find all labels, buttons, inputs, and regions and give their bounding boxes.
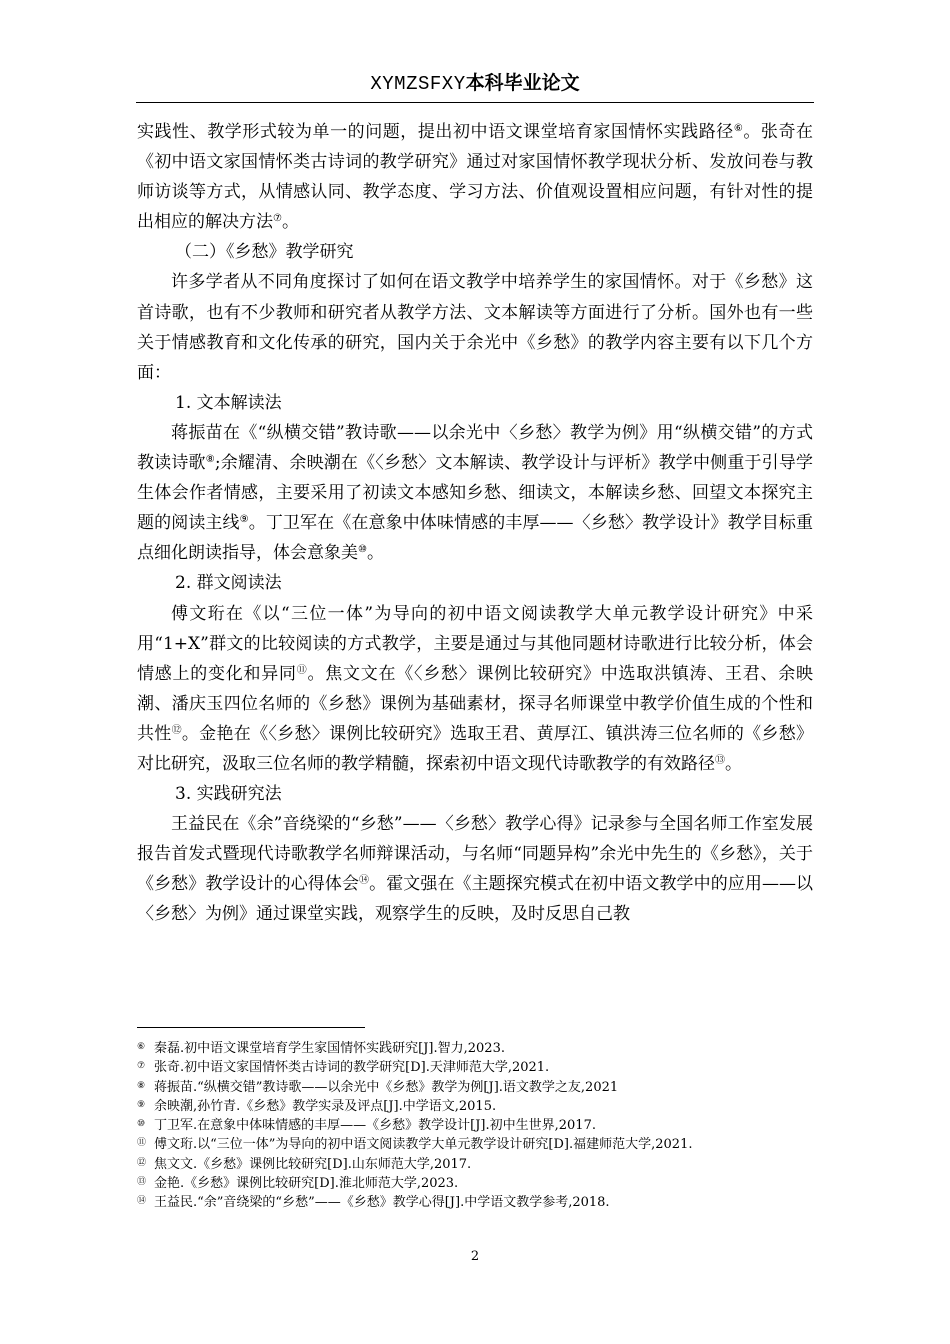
footnote-ref: ⑨ — [239, 514, 249, 526]
paragraph-text: 。丁卫军在《在意象中体味情感的丰厚——〈乡愁〉教学设计》教学目标重点细化朗读指导，体会意象美 — [137, 513, 814, 564]
paragraph-text: 实践性、教学形式较为单一的问题，提出初中语文课堂培育家国情怀实践路径 — [137, 122, 734, 142]
footnote-text: 张奇.初中语文家国情怀类古诗词的教学研究[D].天津师范大学,2021. — [154, 1060, 550, 1076]
footnote: ⑧ 蒋振苗.“纵横交错”教诗歌——以余光中《乡愁》教学为例[J].语文教学之友,2021 — [137, 1079, 619, 1095]
footnote: ⑩ 丁卫军.在意象中体味情感的丰厚——《乡愁》教学设计[J].初中生世界,2017. — [137, 1118, 596, 1134]
paragraph-text: ;余耀清、余映潮在《〈乡愁〉文本解读、教学设计与评析》教学中侧重于引导学生体会作者情感，主要采用了初读文本感知乡愁、细读文，本解读乡愁、回望文本探究主题的阅读主线 — [137, 453, 814, 534]
footnote-text: 余映潮,孙竹青.《乡愁》教学实录及评点[J].中学语文,2015. — [154, 1098, 497, 1114]
footnote: ⑦ 张奇.初中语文家国情怀类古诗词的教学研究[D].天津师范大学,2021. — [137, 1060, 550, 1076]
footnote: ⑬ 金艳.《乡愁》课例比较研究[D].淮北师范大学,2023. — [137, 1176, 459, 1192]
paragraph — [137, 809, 813, 929]
paragraph-text: 王益民在《余”音绕梁的“乡愁”——〈乡愁〉教学心得》记录参与全国名师工作室发展报告首发式暨现代诗歌教学名师辩课活动，与名师“同题异构”余光中先生的《乡愁》，关于《乡愁》教学设计的心得体会 — [137, 814, 813, 895]
footnote-text: 蒋振苗.“纵横交错”教诗歌——以余光中《乡愁》教学为例[J].语文教学之友,2021 — [154, 1079, 619, 1095]
paragraph-text: 。霍文强在《主题探究模式在初中语文教学中的应用——以〈乡愁〉为例》通过课堂实践，观察学生的反映，及时反思自己教 — [137, 874, 814, 925]
footnote-text: 焦文文.《乡愁》课例比较研究[D].山东师范大学,2017. — [154, 1156, 472, 1172]
footnote-text: 王益民.“余”音绕梁的“乡愁”——《乡愁》教学心得[J].中学语文教学参考,2018. — [154, 1195, 610, 1211]
subsection-heading-2: 2. 群文阅读法 — [175, 573, 282, 594]
footnote-ref: ⑪ — [296, 664, 308, 676]
paragraph-text: 。金艳在《〈乡愁〉课例比较研究》选取王君、黄厚江、镇洪涛三位名师的《乡愁》对比研究，汲取三位名师的教学精髓，探索初中语文现代诗歌教学的有效路径 — [137, 723, 814, 774]
footnote-ref: ⑫ — [171, 724, 182, 736]
running-header — [136, 68, 814, 100]
footnote-ref: ⑩ — [358, 544, 367, 556]
header-title: 本科毕业论文 — [465, 72, 580, 94]
footnote: ⑪ 傅文珩.以“三位一体”为导向的初中语文阅读教学大单元教学设计研究[D].福建师范大学,2021. — [137, 1137, 693, 1153]
paragraph-text: 蒋振苗在《“纵横交错”教诗歌——以余光中〈乡愁〉教学为例》用“纵横交错”的方式教读诗歌 — [137, 422, 813, 474]
paragraph — [137, 418, 813, 568]
footnote: ⑫ 焦文文.《乡愁》课例比较研究[D].山东师范大学,2017. — [137, 1156, 472, 1172]
subsection-heading-1: 1. 文本解读法 — [175, 392, 282, 413]
footnote: ⑨ 余映潮,孙竹青.《乡愁》教学实录及评点[J].中学语文,2015. — [137, 1098, 497, 1114]
paragraph-continued — [137, 117, 813, 237]
paragraph-text: 傅文珩在《以“三位一体”为导向的初中语文阅读教学大单元教学设计研究》中采用“1+X”群文的比较阅读的方式教学，主要是通过与其他同题材诗歌进行比较分析，体会情感上的变化和异同 — [137, 603, 813, 684]
subsection-heading-3: 3. 实践研究法 — [175, 784, 282, 805]
footnote-ref: ⑭ — [359, 875, 370, 887]
footnote-separator — [137, 1027, 365, 1028]
footnote-ref: ⑬ — [715, 754, 725, 766]
paragraph-text: 。 — [725, 753, 742, 774]
footnote-text: 秦磊.初中语文课堂培育学生家国情怀实践研究[J].智力,2023. — [154, 1041, 505, 1056]
paragraph — [137, 599, 813, 780]
footnotes — [137, 1039, 837, 1213]
footnote-text: 丁卫军.在意象中体味情感的丰厚——《乡愁》教学设计[J].初中生世界,2017. — [154, 1118, 596, 1134]
header-rule — [136, 102, 814, 103]
footnote-text: 傅文珩.以“三位一体”为导向的初中语文阅读教学大单元教学设计研究[D].福建师范大学,2021. — [154, 1137, 693, 1153]
paragraph-text: 。 — [281, 212, 299, 233]
paragraph: 许多学者从不同角度探讨了如何在语文教学中培养学生的家国情怀。对于《乡愁》这首诗歌，也有不少教师和研究者从教学方法、文本解读等方面进行了分析。国外也有一些关于情感教育和文化传承的研究，国内关于余光中《乡愁》的教学内容主要有以下几个方面： — [137, 272, 813, 383]
page-number: 2 — [470, 1249, 480, 1264]
main-text — [137, 117, 813, 930]
footnote: ⑥ 秦磊.初中语文课堂培育学生家国情怀实践研究[J].智力,2023. — [137, 1041, 505, 1056]
footnote-text: 金艳.《乡愁》课例比较研究[D].淮北师范大学,2023. — [154, 1176, 459, 1192]
footnote: ⑭ 王益民.“余”音绕梁的“乡愁”——《乡愁》教学心得[J].中学语文教学参考,2018. — [137, 1195, 610, 1211]
footnote-ref: ⑦ — [273, 213, 282, 225]
footnote-ref: ⑧ — [205, 454, 215, 466]
section-heading: （二）《乡愁》教学研究 — [175, 242, 354, 263]
paragraph-text: 。张奇在《初中语文家国情怀类古诗词的教学研究》通过对家国情怀教学现状分析、发放问卷与教师访谈等方式，从情感认同、教学态度、学习方法、价值观设置相应问题，有针对性的提出相应的解决方法 — [137, 122, 814, 233]
footnote-ref: ⑥ — [733, 123, 744, 134]
paragraph-text: 。焦文文在《〈乡愁〉课例比较研究》中选取洪镇涛、王君、余映潮、潘庆玉四位名师的《乡愁》课例为基础素材，探寻名师课堂中教学价值生成的个性和共性 — [137, 663, 813, 744]
paragraph-text: 。 — [366, 543, 384, 564]
header-code: XYMZSFXY — [370, 73, 466, 95]
